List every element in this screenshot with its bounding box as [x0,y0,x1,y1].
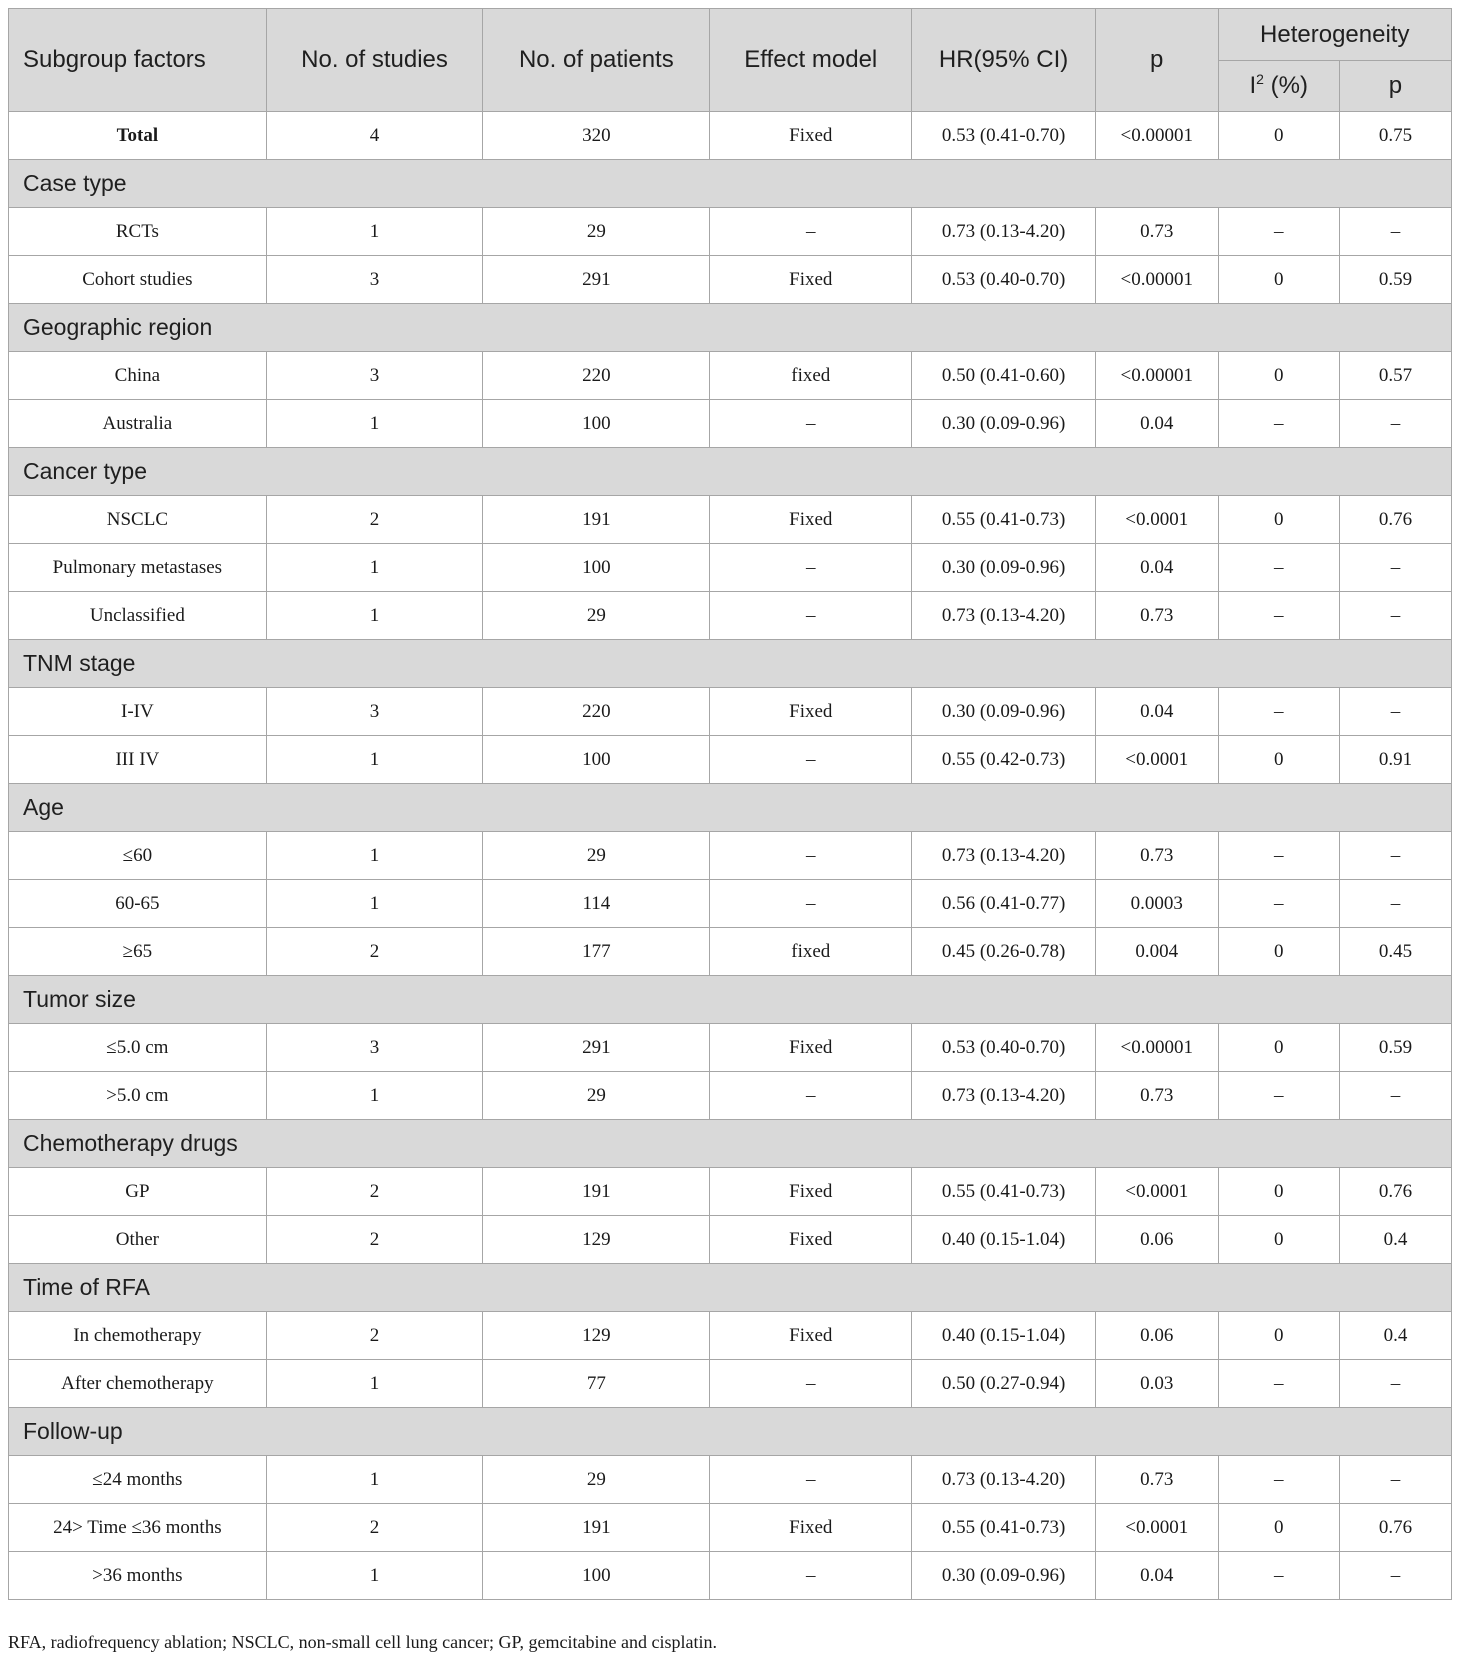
group-header-row [9,448,1452,496]
table-row [9,496,1452,544]
cell-studies: 1 [266,208,483,256]
header-no-of-patients: No. of patients [483,9,710,112]
cell-p: 0.04 [1095,544,1218,592]
cell-patients: 100 [483,1552,710,1600]
cell-i2: – [1218,544,1339,592]
cell-hr: 0.53 (0.40-0.70) [912,256,1096,304]
table-row [9,1552,1452,1600]
row-label: Total [9,112,267,160]
group-name: TNM stage [9,640,1452,688]
table-row [9,352,1452,400]
table-row [9,880,1452,928]
cell-i2: 0 [1218,736,1339,784]
table-row [9,688,1452,736]
cell-hr: 0.53 (0.41-0.70) [912,112,1096,160]
cell-patients: 100 [483,736,710,784]
cell-hr: 0.73 (0.13-4.20) [912,208,1096,256]
cell-patients: 191 [483,1168,710,1216]
cell-effect-model: – [710,1360,912,1408]
table-row [9,256,1452,304]
cell-studies: 3 [266,1024,483,1072]
cell-i2: 0 [1218,1216,1339,1264]
cell-p: <0.00001 [1095,1024,1218,1072]
cell-p: 0.73 [1095,1072,1218,1120]
cell-i2: 0 [1218,112,1339,160]
cell-studies: 2 [266,1312,483,1360]
group-name: Case type [9,160,1452,208]
cell-i2: – [1218,880,1339,928]
table-row [9,1456,1452,1504]
cell-studies: 1 [266,400,483,448]
group-header-row [9,640,1452,688]
header-subgroup-factors: Subgroup factors [9,9,267,112]
row-label: Australia [9,400,267,448]
cell-effect-model: – [710,400,912,448]
cell-het-p: 0.76 [1339,1504,1451,1552]
row-label: GP [9,1168,267,1216]
cell-patients: 114 [483,880,710,928]
cell-effect-model: – [710,736,912,784]
cell-studies: 2 [266,1504,483,1552]
header-heterogeneity: Heterogeneity [1218,9,1452,61]
cell-i2: 0 [1218,496,1339,544]
cell-patients: 77 [483,1360,710,1408]
header-i-squared [1218,61,1339,112]
cell-patients: 191 [483,496,710,544]
group-header-row [9,976,1452,1024]
cell-studies: 2 [266,1216,483,1264]
cell-studies: 1 [266,1360,483,1408]
table-row [9,592,1452,640]
group-header-row [9,1264,1452,1312]
cell-patients: 29 [483,832,710,880]
cell-effect-model: – [710,1456,912,1504]
cell-het-p: 0.57 [1339,352,1451,400]
group-name: Time of RFA [9,1264,1452,1312]
table-footnote: RFA, radiofrequency ablation; NSCLC, non-small cell lung cancer; GP, gemcitabine and cisplatin. [8,1632,717,1652]
row-label: >36 months [9,1552,267,1600]
cell-effect-model: Fixed [710,1504,912,1552]
cell-p: 0.004 [1095,928,1218,976]
cell-i2: 0 [1218,1024,1339,1072]
cell-i2: – [1218,208,1339,256]
cell-effect-model: – [710,880,912,928]
cell-het-p: – [1339,880,1451,928]
cell-het-p: – [1339,1552,1451,1600]
table-row [9,1216,1452,1264]
cell-het-p: – [1339,1072,1451,1120]
row-label: ≤5.0 cm [9,1024,267,1072]
group-header-row [9,784,1452,832]
row-label: I-IV [9,688,267,736]
cell-studies: 1 [266,544,483,592]
table-row [9,1072,1452,1120]
cell-i2: 0 [1218,256,1339,304]
row-label: ≤60 [9,832,267,880]
group-name: Geographic region [9,304,1452,352]
cell-p: 0.04 [1095,688,1218,736]
cell-effect-model: Fixed [710,1216,912,1264]
cell-hr: 0.40 (0.15-1.04) [912,1312,1096,1360]
cell-i2: – [1218,1360,1339,1408]
subgroup-analysis-table [8,8,1452,1600]
table-row [9,544,1452,592]
i2-suffix: (%) [1263,72,1308,99]
cell-patients: 129 [483,1216,710,1264]
cell-patients: 177 [483,928,710,976]
table-row [9,1504,1452,1552]
cell-p: 0.73 [1095,1456,1218,1504]
cell-het-p: – [1339,544,1451,592]
cell-studies: 1 [266,880,483,928]
cell-effect-model: – [710,592,912,640]
cell-hr: 0.55 (0.41-0.73) [912,1504,1096,1552]
cell-effect-model: Fixed [710,1168,912,1216]
cell-patients: 29 [483,208,710,256]
cell-patients: 220 [483,352,710,400]
row-label: III IV [9,736,267,784]
cell-studies: 1 [266,832,483,880]
i2-superscript: 2 [1256,71,1264,87]
table-row [9,400,1452,448]
cell-p: 0.06 [1095,1312,1218,1360]
table-row [9,208,1452,256]
cell-patients: 320 [483,112,710,160]
cell-het-p: 0.45 [1339,928,1451,976]
cell-het-p: 0.91 [1339,736,1451,784]
cell-het-p: 0.59 [1339,1024,1451,1072]
cell-hr: 0.73 (0.13-4.20) [912,832,1096,880]
group-header-row [9,160,1452,208]
cell-hr: 0.73 (0.13-4.20) [912,1072,1096,1120]
row-label: ≤24 months [9,1456,267,1504]
cell-hr: 0.30 (0.09-0.96) [912,688,1096,736]
cell-patients: 100 [483,544,710,592]
cell-studies: 1 [266,592,483,640]
cell-effect-model: Fixed [710,1024,912,1072]
row-label: >5.0 cm [9,1072,267,1120]
cell-effect-model: – [710,208,912,256]
cell-i2: – [1218,1072,1339,1120]
cell-effect-model: Fixed [710,256,912,304]
group-name: Tumor size [9,976,1452,1024]
cell-p: 0.73 [1095,832,1218,880]
table-body [9,112,1452,1600]
cell-het-p: 0.59 [1339,256,1451,304]
cell-het-p: 0.4 [1339,1312,1451,1360]
cell-hr: 0.50 (0.27-0.94) [912,1360,1096,1408]
cell-p: <0.0001 [1095,736,1218,784]
row-label: 24> Time ≤36 months [9,1504,267,1552]
cell-studies: 1 [266,1552,483,1600]
cell-p: 0.04 [1095,400,1218,448]
row-label: In chemotherapy [9,1312,267,1360]
cell-p: 0.06 [1095,1216,1218,1264]
cell-patients: 100 [483,400,710,448]
group-name: Cancer type [9,448,1452,496]
cell-het-p: – [1339,832,1451,880]
cell-p: <0.00001 [1095,112,1218,160]
cell-hr: 0.30 (0.09-0.96) [912,544,1096,592]
cell-het-p: – [1339,1360,1451,1408]
cell-hr: 0.45 (0.26-0.78) [912,928,1096,976]
header-hr-ci: HR(95% CI) [912,9,1096,112]
cell-i2: – [1218,688,1339,736]
group-name: Chemotherapy drugs [9,1120,1452,1168]
cell-hr: 0.40 (0.15-1.04) [912,1216,1096,1264]
table-row [9,1024,1452,1072]
cell-studies: 4 [266,112,483,160]
cell-effect-model: Fixed [710,112,912,160]
cell-studies: 1 [266,1456,483,1504]
cell-p: <0.0001 [1095,496,1218,544]
cell-i2: – [1218,1552,1339,1600]
row-label: Unclassified [9,592,267,640]
cell-het-p: 0.76 [1339,496,1451,544]
cell-studies: 2 [266,1168,483,1216]
cell-hr: 0.73 (0.13-4.20) [912,592,1096,640]
row-label: Cohort studies [9,256,267,304]
cell-patients: 220 [483,688,710,736]
cell-i2: 0 [1218,352,1339,400]
cell-p: 0.0003 [1095,880,1218,928]
cell-het-p: – [1339,208,1451,256]
cell-hr: 0.55 (0.41-0.73) [912,496,1096,544]
cell-i2: 0 [1218,928,1339,976]
cell-effect-model: – [710,832,912,880]
cell-effect-model: – [710,544,912,592]
cell-studies: 2 [266,928,483,976]
cell-effect-model: – [710,1552,912,1600]
cell-i2: – [1218,1456,1339,1504]
cell-i2: – [1218,400,1339,448]
table-header [9,9,1452,112]
cell-p: 0.03 [1095,1360,1218,1408]
cell-i2: 0 [1218,1168,1339,1216]
cell-studies: 3 [266,688,483,736]
row-label: 60-65 [9,880,267,928]
cell-het-p: – [1339,592,1451,640]
cell-hr: 0.30 (0.09-0.96) [912,400,1096,448]
table-row [9,736,1452,784]
table-row [9,1312,1452,1360]
group-header-row [9,1408,1452,1456]
i2-prefix: I [1249,72,1257,99]
cell-effect-model: Fixed [710,1312,912,1360]
cell-hr: 0.73 (0.13-4.20) [912,1456,1096,1504]
cell-het-p: – [1339,1456,1451,1504]
cell-effect-model: Fixed [710,688,912,736]
row-label: Other [9,1216,267,1264]
cell-p: 0.73 [1095,208,1218,256]
header-no-of-studies: No. of studies [266,9,483,112]
row-label: RCTs [9,208,267,256]
cell-effect-model: Fixed [710,496,912,544]
cell-patients: 129 [483,1312,710,1360]
cell-i2: – [1218,832,1339,880]
table-row [9,832,1452,880]
cell-i2: 0 [1218,1312,1339,1360]
cell-hr: 0.55 (0.42-0.73) [912,736,1096,784]
cell-p: <0.00001 [1095,256,1218,304]
header-heterogeneity-p: p [1339,61,1451,112]
table-row [9,1168,1452,1216]
cell-patients: 29 [483,1456,710,1504]
cell-effect-model: fixed [710,352,912,400]
row-label: ≥65 [9,928,267,976]
cell-hr: 0.56 (0.41-0.77) [912,880,1096,928]
cell-effect-model: fixed [710,928,912,976]
cell-hr: 0.53 (0.40-0.70) [912,1024,1096,1072]
row-label: China [9,352,267,400]
cell-het-p: 0.4 [1339,1216,1451,1264]
cell-studies: 1 [266,1072,483,1120]
row-label: NSCLC [9,496,267,544]
cell-het-p: 0.76 [1339,1168,1451,1216]
cell-patients: 29 [483,1072,710,1120]
group-name: Age [9,784,1452,832]
cell-studies: 3 [266,256,483,304]
table-row [9,1360,1452,1408]
cell-hr: 0.30 (0.09-0.96) [912,1552,1096,1600]
cell-hr: 0.55 (0.41-0.73) [912,1168,1096,1216]
cell-i2: – [1218,592,1339,640]
cell-studies: 2 [266,496,483,544]
cell-effect-model: – [710,1072,912,1120]
cell-p: <0.0001 [1095,1168,1218,1216]
cell-patients: 29 [483,592,710,640]
row-label: Pulmonary metastases [9,544,267,592]
group-name: Follow-up [9,1408,1452,1456]
header-p-value: p [1095,9,1218,112]
cell-hr: 0.50 (0.41-0.60) [912,352,1096,400]
cell-i2: 0 [1218,1504,1339,1552]
cell-het-p: – [1339,688,1451,736]
row-label: After chemotherapy [9,1360,267,1408]
cell-patients: 291 [483,1024,710,1072]
cell-studies: 1 [266,736,483,784]
cell-studies: 3 [266,352,483,400]
cell-het-p: – [1339,400,1451,448]
group-header-row [9,1120,1452,1168]
group-header-row [9,304,1452,352]
table-row-total [9,112,1452,160]
cell-p: <0.0001 [1095,1504,1218,1552]
cell-het-p: 0.75 [1339,112,1451,160]
cell-patients: 291 [483,256,710,304]
table-row [9,928,1452,976]
cell-patients: 191 [483,1504,710,1552]
cell-p: <0.00001 [1095,352,1218,400]
cell-p: 0.73 [1095,592,1218,640]
header-effect-model: Effect model [710,9,912,112]
cell-p: 0.04 [1095,1552,1218,1600]
